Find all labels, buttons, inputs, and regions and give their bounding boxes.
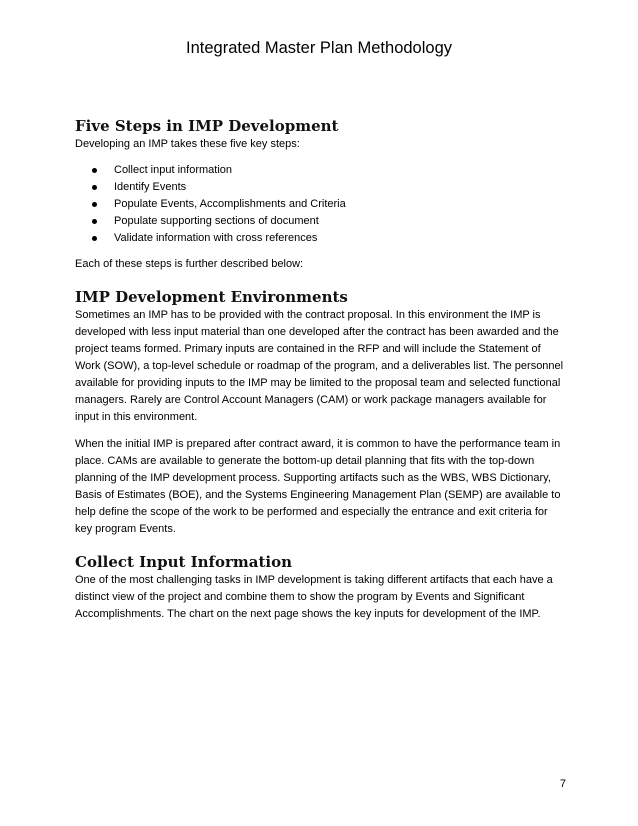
list-item-text: Populate supporting sections of document bbox=[114, 215, 319, 227]
page-content bbox=[75, 116, 565, 623]
bullet-icon bbox=[92, 185, 97, 190]
body-paragraph: Sometimes an IMP has to be provided with the contract proposal. In this environment the IMP is developed with less input material than one developed after the contract has been awarded and the project teams formed. Primary inputs are contained in the RFP and will include the Statement of Work (SOW), a top-level schedule or roadmap of the program, and a deliverables list. The personnel available for providing inputs to the IMP may be limited to the proposal team and selected functional managers. Rarely are Control Account Managers (CAM) or work package managers available for input in this environment. bbox=[75, 309, 564, 423]
list-item-text: Identify Events bbox=[114, 181, 187, 193]
body-paragraph: When the initial IMP is prepared after contract award, it is common to have the performance team in place. CAMs are available to generate the bottom-up detail planning that fits with the top-down planning of the IMP development process. Supporting artifacts such as the WBS, WBS Dictionary, Basis of Estimates (BOE), and the Systems Engineering Management Plan (SEMP) are available to help define the scope of the work to be performed and especially the entrance and exit criteria for key program Events. bbox=[75, 438, 561, 535]
bullet-icon bbox=[92, 168, 97, 173]
list-item bbox=[75, 179, 565, 196]
bullet-icon bbox=[92, 219, 97, 224]
bullet-icon bbox=[92, 236, 97, 241]
section-outro: Each of these steps is further described below: bbox=[75, 258, 304, 270]
body-paragraph: One of the most challenging tasks in IMP development is taking different artifacts that each have a distinct view of the project and combine them to show the program by Events and Significant Accomplishments. The chart on the next page shows the key inputs for development of the IMP. bbox=[75, 574, 553, 620]
list-item bbox=[75, 196, 565, 213]
list-item-text: Collect input information bbox=[114, 164, 233, 176]
section-heading-collect-input: Collect Input Information bbox=[75, 553, 293, 571]
list-item bbox=[75, 162, 565, 179]
section-intro: Developing an IMP takes these five key steps: bbox=[75, 138, 300, 150]
page-number: 7 bbox=[559, 778, 566, 790]
list-item-text: Validate information with cross references bbox=[114, 232, 318, 244]
steps-list bbox=[75, 162, 565, 247]
section-heading-five-steps: Five Steps in IMP Development bbox=[75, 117, 339, 135]
list-item-text: Populate Events, Accomplishments and Criteria bbox=[114, 198, 346, 210]
page-header-title: Integrated Master Plan Methodology bbox=[186, 39, 452, 57]
bullet-icon bbox=[92, 202, 97, 207]
section-heading-environments: IMP Development Environments bbox=[75, 288, 348, 306]
list-item bbox=[75, 230, 565, 247]
list-item bbox=[75, 213, 565, 230]
